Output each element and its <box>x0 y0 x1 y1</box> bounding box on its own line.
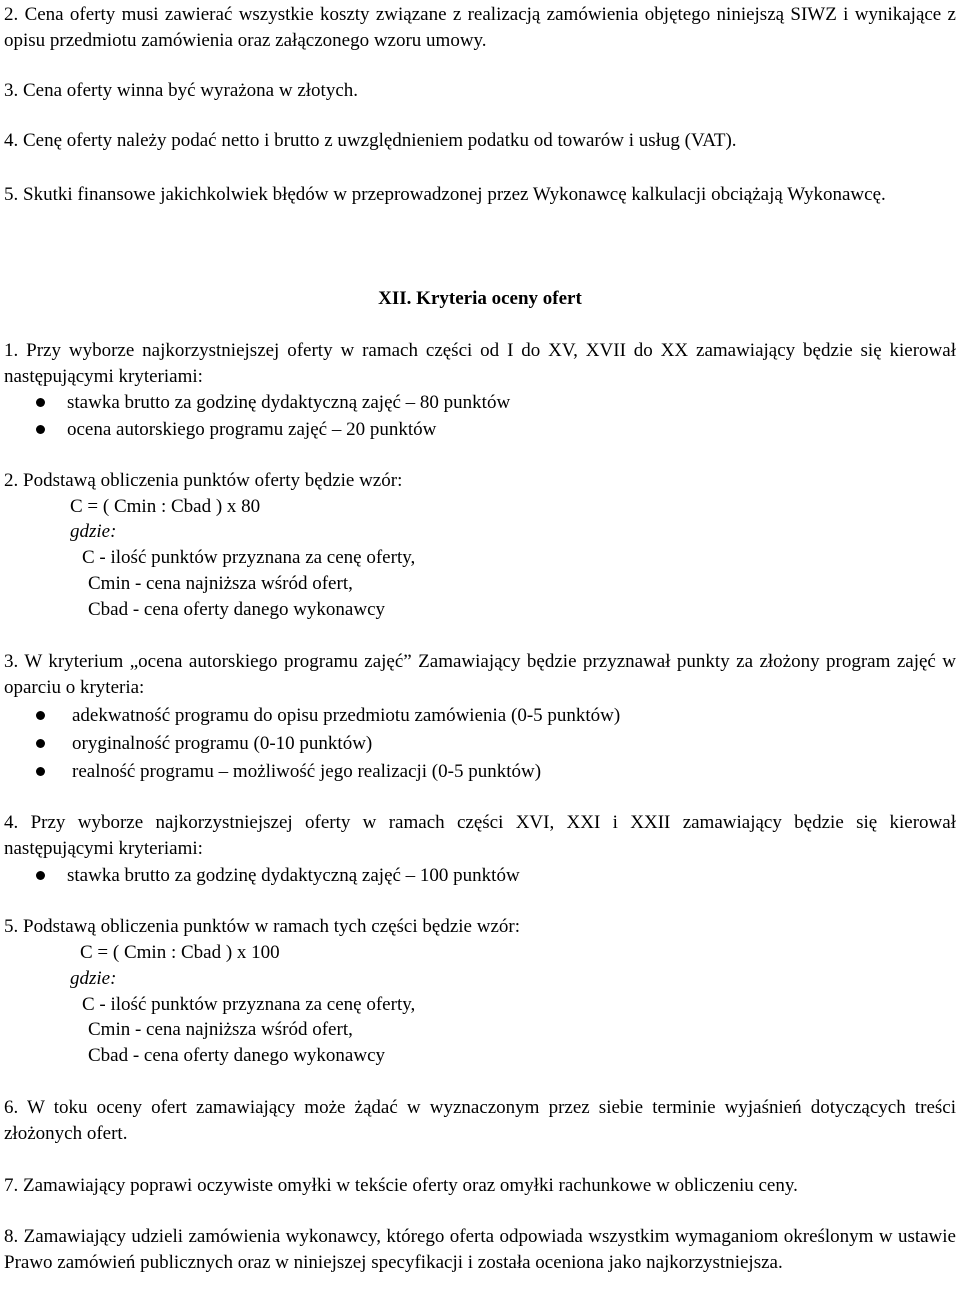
paragraph-2-price-costs: 2. Cena oferty musi zawierać wszystkie koszty związane z realizacją zamówienia objętego niniejszą SIWZ i wynikające z opisu przedmiotu zamówienia oraz załączonego wzoru umowy. <box>4 4 956 51</box>
formula-where-label: gdzie: <box>70 521 117 542</box>
paragraph-3-currency: 3. Cena oferty winna być wyrażona w złotych. <box>4 80 359 101</box>
formula-legend-line: Cmin - cena najniższa wśród ofert, <box>88 1019 353 1040</box>
criteria-paragraph-1: 1. Przy wyborze najkorzystniejszej oferty w ramach części od I do XV, XVII do XX zamawiający będzie się kierował następującymi kryteriami: <box>4 340 956 387</box>
criteria-paragraph-3: 3. W kryterium „ocena autorskiego programu zajęć” Zamawiający będzie przyznawał punkty za złożony program zajęć w oparciu o kryteria: <box>4 651 956 698</box>
formula-legend-line: Cbad - cena oferty danego wykonawcy <box>88 1045 386 1066</box>
bullet-icon <box>36 739 45 748</box>
bullet-icon <box>36 398 45 407</box>
criteria-paragraph-4: 4. Przy wyborze najkorzystniejszej oferty w ramach części XVI, XXI i XXII zamawiający będzie się kierował następującymi kryteriami: <box>4 812 956 859</box>
bullet-icon <box>36 425 45 434</box>
formula-expression: C = ( Cmin : Cbad ) x 80 <box>70 496 261 517</box>
section-heading: XII. Kryteria oceny ofert <box>378 288 582 309</box>
bullet-icon <box>36 767 45 776</box>
formula-expression: C = ( Cmin : Cbad ) x 100 <box>80 942 280 963</box>
criteria-paragraph-6: 6. W toku oceny ofert zamawiający może żądać w wyznaczonym przez siebie terminie wyjaśnień dotyczących treści złożonych ofert. <box>4 1097 956 1144</box>
criteria-bullet: stawka brutto za godzinę dydaktyczną zajęć – 100 punktów <box>36 863 936 889</box>
criteria-bullet: adekwatność programu do opisu przedmiotu zamówienia (0-5 punktów) <box>36 703 936 729</box>
bullet-icon <box>36 711 45 720</box>
criteria-bullet: ocena autorskiego programu zajęć – 20 punktów <box>36 417 936 443</box>
criteria-bullet: realność programu – możliwość jego realizacji (0-5 punktów) <box>36 759 936 785</box>
paragraph-5-calculation-errors: 5. Skutki finansowe jakichkolwiek błędów w przeprowadzonej przez Wykonawcę kalkulacji obciążają Wykonawcę. <box>4 184 886 205</box>
formula-legend-line: C - ilość punktów przyznana za cenę oferty, <box>82 547 416 568</box>
formula-where-label: gdzie: <box>70 968 117 989</box>
criteria-paragraph-5: 5. Podstawą obliczenia punktów w ramach tych części będzie wzór: <box>4 916 520 937</box>
criteria-bullet: stawka brutto za godzinę dydaktyczną zajęć – 80 punktów <box>36 390 936 416</box>
paragraph-4-net-gross: 4. Cenę oferty należy podać netto i brutto z uwzględnieniem podatku od towarów i usług (VAT). <box>4 130 737 151</box>
criteria-paragraph-8: 8. Zamawiający udzieli zamówienia wykonawcy, którego oferta odpowiada wszystkim wymaganiom określonym w ustawie Prawo zamówień publicznych oraz w niniejszej specyfikacji i została oceniona jako najkorzystniejsza. <box>4 1226 956 1273</box>
bullet-icon <box>36 871 45 880</box>
criteria-bullet: oryginalność programu (0-10 punktów) <box>36 731 936 757</box>
formula-legend-line: C - ilość punktów przyznana za cenę oferty, <box>82 994 416 1015</box>
criteria-paragraph-7: 7. Zamawiający poprawi oczywiste omyłki w tekście oferty oraz omyłki rachunkowe w obliczeniu ceny. <box>4 1175 798 1196</box>
formula-legend-line: Cmin - cena najniższa wśród ofert, <box>88 573 353 594</box>
criteria-paragraph-2: 2. Podstawą obliczenia punktów oferty będzie wzór: <box>4 470 403 491</box>
formula-legend-line: Cbad - cena oferty danego wykonawcy <box>88 599 386 620</box>
